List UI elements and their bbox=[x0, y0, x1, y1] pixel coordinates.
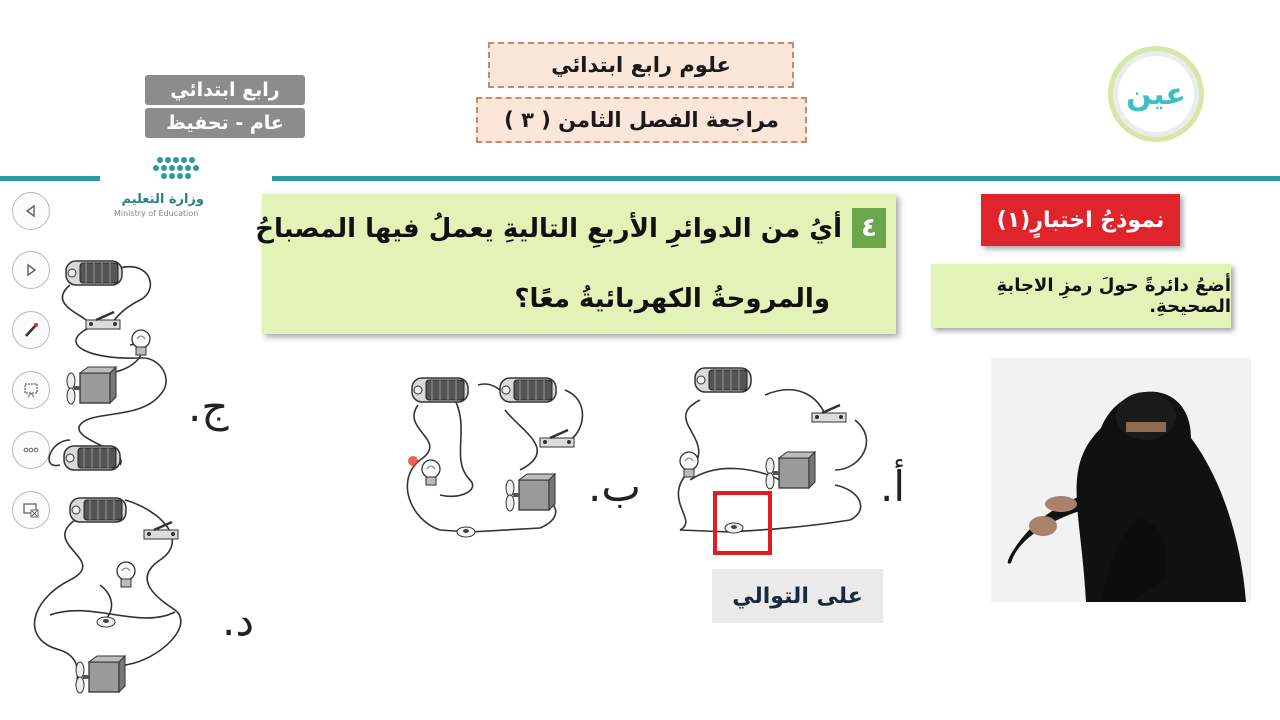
channel-logo bbox=[1108, 46, 1204, 142]
review-title: مراجعة الفصل الثامن ( ٣ ) bbox=[476, 97, 807, 143]
close-screen-button[interactable] bbox=[12, 491, 50, 529]
pen-button[interactable] bbox=[12, 311, 50, 349]
circuit-b bbox=[407, 384, 582, 532]
play-button[interactable] bbox=[12, 251, 50, 289]
subject-title: علوم رابع ابتدائي bbox=[488, 42, 794, 88]
close-screen-icon bbox=[22, 501, 40, 519]
question-text-line2: والمروحةُ الكهربائيةُ معًا؟ bbox=[514, 284, 830, 314]
circuit-c bbox=[49, 267, 166, 466]
channel-logo-text: عين bbox=[1126, 76, 1186, 112]
annotation-caption: على التوالي bbox=[712, 569, 883, 623]
circuit-d bbox=[35, 500, 181, 690]
more-icon bbox=[22, 441, 40, 459]
question-text-line1: أيُ من الدوائرِ الأربعِ التاليةِ يعملُ فيها المصباحُ bbox=[255, 214, 842, 244]
pen-icon bbox=[22, 321, 40, 339]
question-card bbox=[255, 194, 896, 334]
option-d-label: د. bbox=[222, 596, 255, 645]
header-divider-left bbox=[0, 176, 100, 181]
ministry-name: وزارة التعليم bbox=[121, 192, 204, 207]
ministry-name-en: Ministry of Education bbox=[114, 209, 199, 218]
track-label: عام - تحفيظ bbox=[145, 108, 305, 138]
previous-button[interactable] bbox=[12, 192, 50, 230]
ministry-dots-icon bbox=[108, 152, 248, 182]
interpreter-figure bbox=[991, 358, 1251, 602]
option-c-label: ج. bbox=[188, 382, 229, 431]
instruction-text: أضعُ دائرةً حولَ رمزِ الاجابةِ الصحيحةِ. bbox=[931, 264, 1231, 328]
ministry-logo bbox=[108, 152, 248, 224]
board-button[interactable] bbox=[12, 371, 50, 409]
highlight-box bbox=[713, 491, 772, 555]
board-icon bbox=[22, 381, 40, 399]
sign-language-interpreter bbox=[991, 358, 1251, 602]
more-button[interactable] bbox=[12, 431, 50, 469]
option-b-label: ب. bbox=[588, 462, 641, 511]
question-number: ٤ bbox=[852, 208, 886, 248]
header-divider-right bbox=[272, 176, 1280, 181]
previous-icon bbox=[23, 203, 39, 219]
circuit-a bbox=[678, 390, 866, 532]
grade-label: رابع ابتدائي bbox=[145, 75, 305, 105]
option-a-label: أ. bbox=[880, 462, 906, 511]
test-model-title: نموذجُ اختبارٍ(١) bbox=[981, 194, 1180, 246]
play-icon bbox=[23, 262, 39, 278]
